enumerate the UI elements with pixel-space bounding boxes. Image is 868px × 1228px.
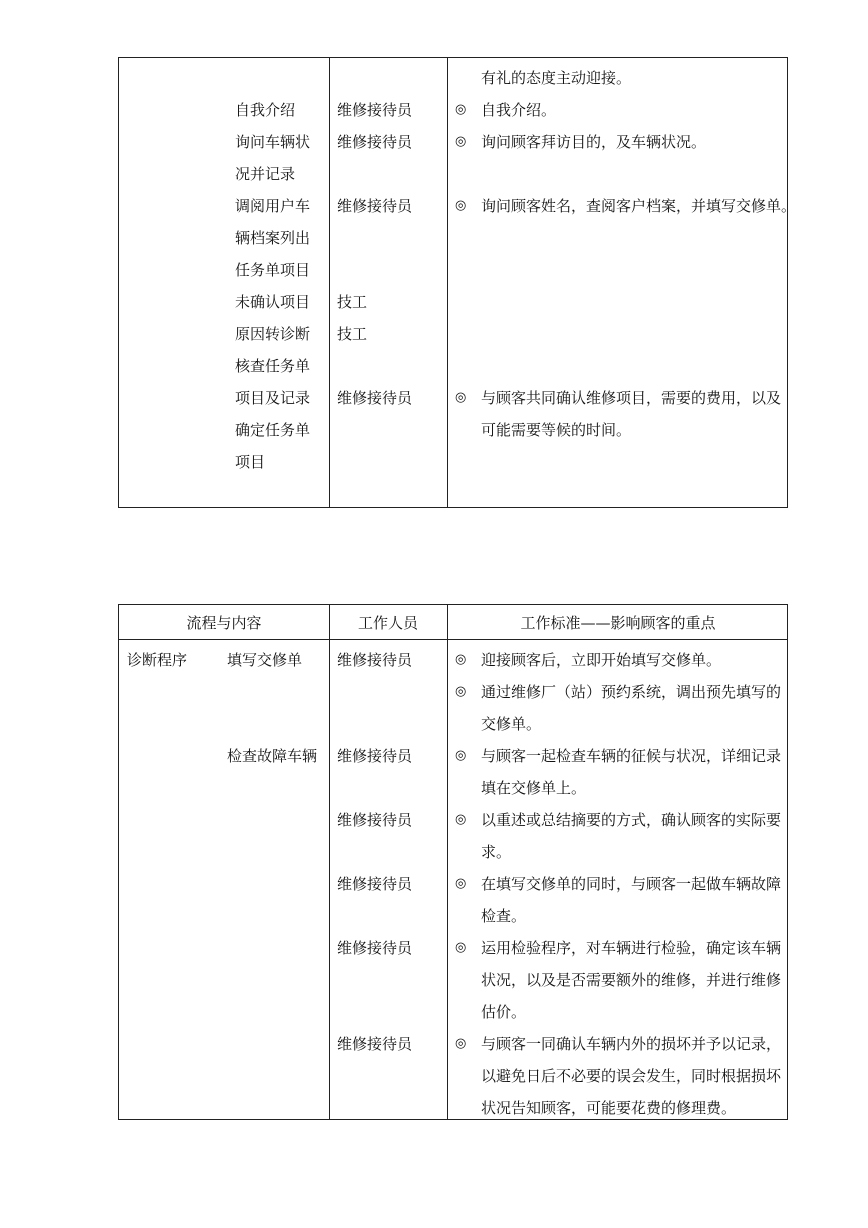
staff-cell: 维修接待员: [337, 101, 413, 119]
bullet-icon: ◎: [455, 684, 467, 699]
standard-cell: 交修单。: [481, 715, 542, 733]
bullet-icon: ◎: [455, 198, 467, 213]
standard-cell: 与顾客一同确认车辆内外的损坏并予以记录，: [481, 1035, 782, 1053]
staff-cell: 维修接待员: [337, 651, 413, 669]
staff-cell: 维修接待员: [337, 747, 413, 765]
standard-cell: 运用检验程序，对车辆进行检验，确定该车辆: [481, 939, 782, 957]
bullet-icon: ◎: [455, 812, 467, 827]
standard-cell: 状况，以及是否需要额外的维修，并进行维修: [481, 971, 782, 989]
column-divider: [329, 605, 330, 1119]
standard-cell: 估价。: [481, 1003, 527, 1021]
bullet-icon: ◎: [455, 102, 467, 117]
bullet-icon: ◎: [455, 1036, 467, 1051]
standard-cell: 以避免日后不必要的误会发生，同时根据损坏: [481, 1067, 782, 1085]
standard-cell: 在填写交修单的同时，与顾客一起做车辆故障: [481, 875, 782, 893]
flow-cell: 任务单项目: [235, 261, 311, 279]
header-standard: 工作标准——影响顾客的重点: [520, 614, 716, 632]
standard-cell: 检查。: [481, 907, 527, 925]
standard-cell: 状况告知顾客，可能要花费的修理费。: [481, 1099, 737, 1117]
flow-cell: 核查任务单: [235, 357, 311, 375]
staff-cell: 维修接待员: [337, 389, 413, 407]
staff-cell: 维修接待员: [337, 197, 413, 215]
header-flow: 流程与内容: [186, 614, 262, 632]
flow-cell: 询问车辆状: [235, 133, 311, 151]
standard-cell: 以重述或总结摘要的方式，确认顾客的实际要: [481, 811, 782, 829]
staff-cell: 技工: [337, 293, 368, 311]
standard-cell: 可能需要等候的时间。: [481, 421, 632, 439]
standard-cell: 有礼的态度主动迎接。: [481, 69, 632, 87]
flow-cell: 自我介绍: [235, 101, 296, 119]
staff-cell: 维修接待员: [337, 133, 413, 151]
standard-cell: 通过维修厂（站）预约系统，调出预先填写的: [481, 683, 782, 701]
standard-cell: 自我介绍。: [481, 101, 557, 119]
flow-cell: 调阅用户车: [235, 197, 311, 215]
standard-cell: 迎接顾客后，立即开始填写交修单。: [481, 651, 722, 669]
flow-cell: 项目及记录: [235, 389, 311, 407]
table-continuation: [118, 57, 797, 508]
flow-cell: 项目: [235, 453, 266, 471]
flow-cell: 检查故障车辆: [227, 747, 318, 765]
staff-cell: 维修接待员: [337, 875, 413, 893]
flow-cell: 况并记录: [235, 165, 296, 183]
table-diagnosis: [118, 604, 788, 1120]
standard-cell: 询问顾客拜访目的，及车辆状况。: [481, 133, 707, 151]
column-divider: [447, 58, 448, 507]
staff-cell: 维修接待员: [337, 1035, 413, 1053]
staff-cell: 维修接待员: [337, 939, 413, 957]
flow-cell: 未确认项目: [235, 293, 311, 311]
standard-cell: 填在交修单上。: [481, 779, 587, 797]
bullet-icon: ◎: [455, 134, 467, 149]
standard-cell: 与顾客共同确认维修项目，需要的费用，以及: [481, 389, 782, 407]
flow-cell: 原因转诊断: [235, 325, 311, 343]
flow-cell: 填写交修单: [227, 651, 303, 669]
section-label: 诊断程序: [127, 651, 188, 669]
column-divider: [447, 605, 448, 1119]
standard-cell: 求。: [481, 843, 512, 861]
standard-cell: 与顾客一起检查车辆的征候与状况，详细记录: [481, 747, 782, 765]
bullet-icon: ◎: [455, 876, 467, 891]
standard-cell: 询问顾客姓名，查阅客户档案，并填写交修单。: [481, 197, 797, 215]
bullet-icon: ◎: [455, 390, 467, 405]
staff-cell: 技工: [337, 325, 368, 343]
bullet-icon: ◎: [455, 748, 467, 763]
flow-cell: 确定任务单: [235, 421, 311, 439]
header-staff: 工作人员: [357, 614, 418, 632]
flow-cell: 辆档案列出: [235, 229, 311, 247]
column-divider: [329, 58, 330, 507]
staff-cell: 维修接待员: [337, 811, 413, 829]
header-divider: [119, 639, 787, 640]
bullet-icon: ◎: [455, 652, 467, 667]
bullet-icon: ◎: [455, 940, 467, 955]
